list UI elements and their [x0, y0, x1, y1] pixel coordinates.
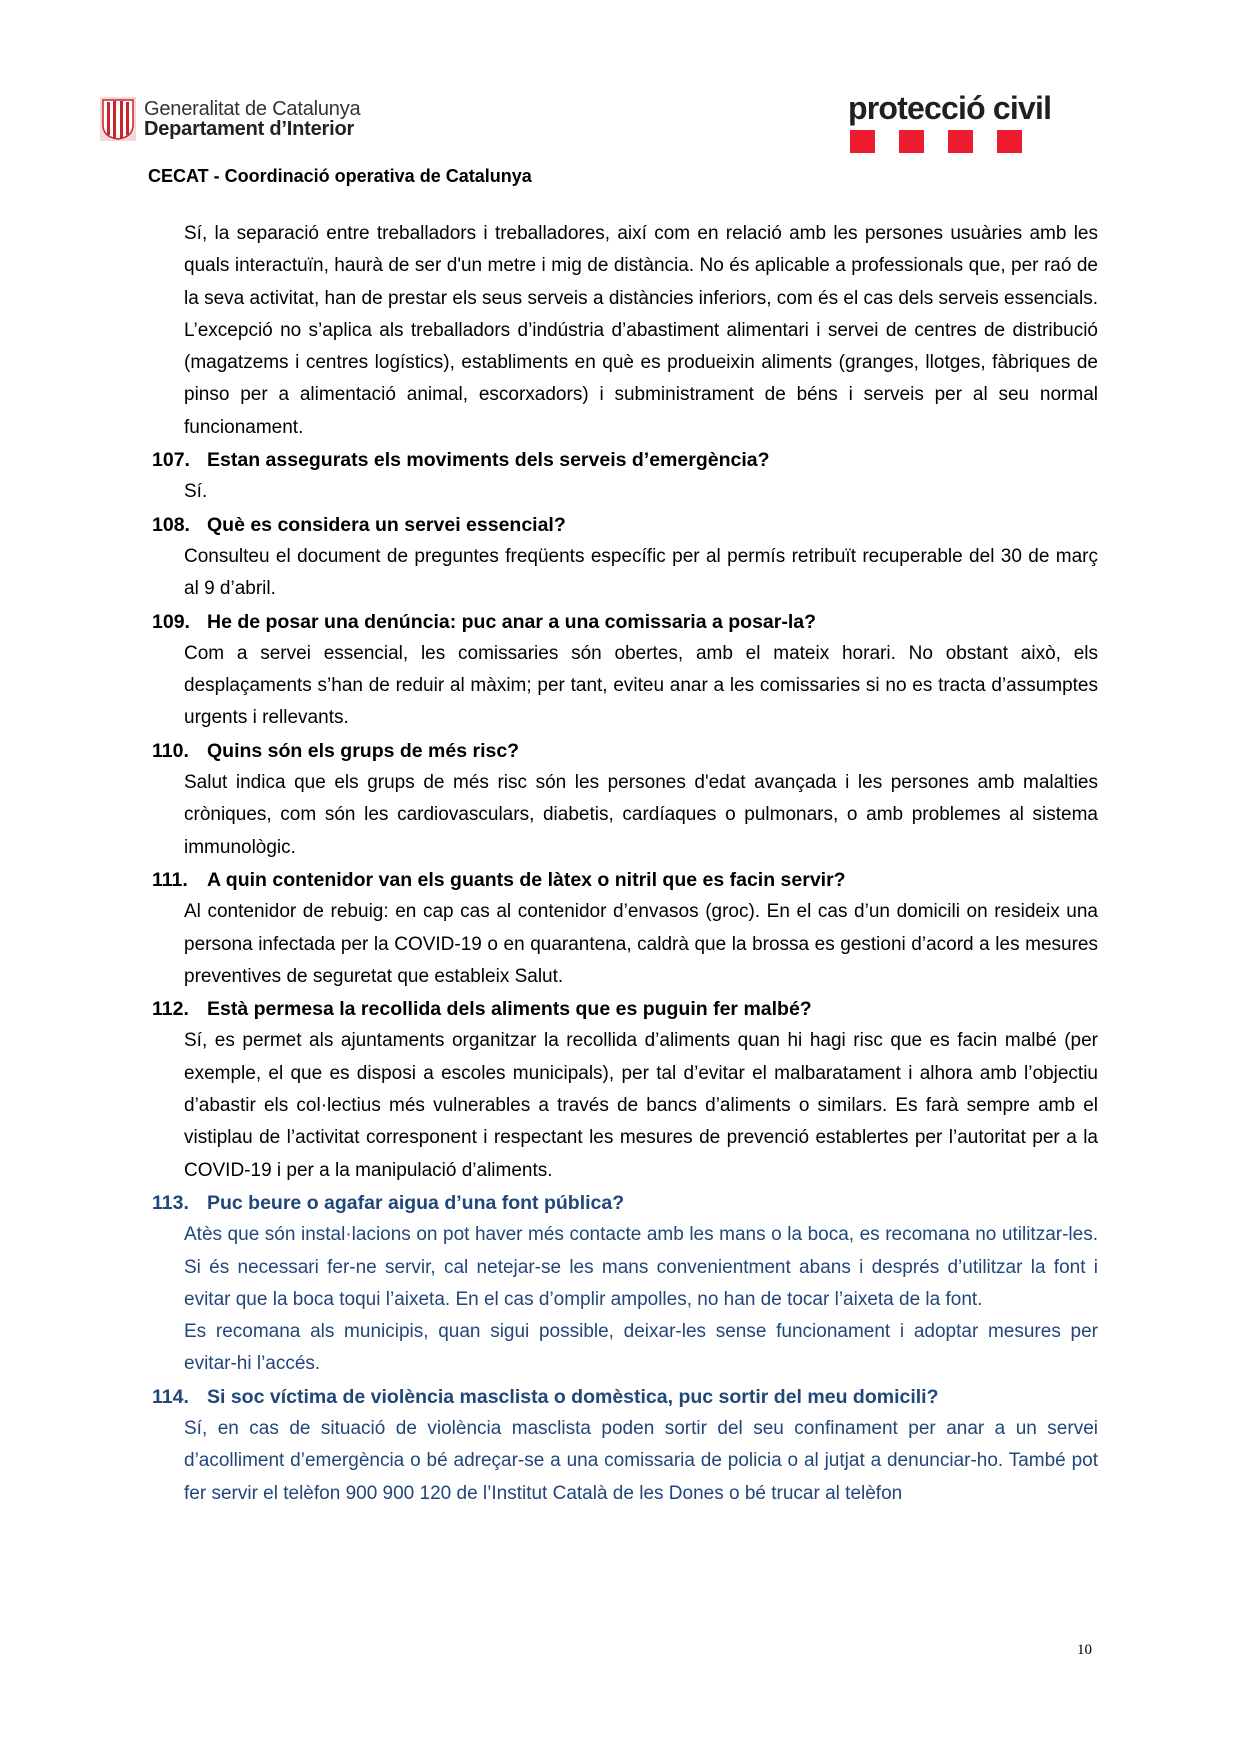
question-text: Quins són els grups de més risc? — [207, 739, 520, 762]
question-number: 114. — [152, 1385, 189, 1408]
question-number: 110. — [152, 739, 189, 762]
question-text: Estan assegurats els moviments dels serveis d’emergència? — [207, 449, 770, 472]
faq-question — [152, 509, 1098, 541]
question-number: 108. — [152, 513, 190, 536]
faq-answer: Al contenidor de rebuig: en cap cas al contenidor d’envasos (groc). En el cas d’un domicili on resideix una persona infectada per la COVID-19 o en quarantena, caldrà que la brossa es gestioni d’acord a les mesures preventives de seguretat que estableix Salut. — [184, 901, 1098, 987]
faq-answer: Es recomana als municipis, quan sigui possible, deixar-les sense funcionament i adoptar mesures per evitar-hi l’accés. — [184, 1321, 1098, 1375]
faq-item — [152, 1381, 1098, 1510]
faq-question — [152, 735, 1098, 767]
faq-answer: Salut indica que els grups de més risc són les persones d'edat avançada i les persones amb malalties cròniques, com són les cardiovasculars, diabetis, cardíaques o pulmonars, o amb problemes al sistema immunològic. — [184, 772, 1098, 858]
org-name: Generalitat de Catalunya — [144, 98, 361, 120]
question-text: He de posar una denúncia: puc anar a una comissaria a posar-la? — [207, 610, 817, 633]
faq-item — [152, 864, 1098, 993]
faq-answer: Sí. — [184, 481, 208, 503]
faq-question — [152, 1187, 1098, 1219]
question-text: Puc beure o agafar aigua d’una font pública? — [207, 1191, 625, 1214]
question-number: 107. — [152, 449, 190, 472]
faq-answer: Consulteu el document de preguntes freqüents específic per al permís retribuït recuperable del 30 de març al 9 d’abril. — [184, 545, 1098, 600]
page-number: 10 — [1077, 1642, 1092, 1658]
faq-question — [152, 606, 1098, 638]
department-name: Departament d’Interior — [144, 118, 355, 140]
faq-answer: Sí, es permet als ajuntaments organitzar la recollida d’aliments quan hi hagi risc que es facin malbé (per exemple, el que es disposi a escoles municipals), per tal d’evitar el malbaratament i alhora amb l’objectiu d’abastir els col·lectius més vulnerables a través de bancs d’aliments o similars. Es farà sempre amb el vistiplau de l’activitat corresponent i respectant les mesures de prevenció establertes per l’autoritat per a la COVID-19 i per a la manipulació d’aliments. — [184, 1030, 1098, 1181]
question-number: 109. — [152, 610, 190, 633]
faq-item — [152, 444, 1098, 509]
faq-item — [152, 606, 1098, 735]
question-text: A quin contenidor van els guants de làtex o nitril que es facin servir? — [207, 868, 846, 891]
brand-squares-icon — [850, 130, 1051, 153]
question-text: Què es considera un servei essencial? — [207, 513, 566, 536]
question-number: 113. — [152, 1191, 189, 1214]
faq-item — [152, 993, 1098, 1187]
question-number: 112. — [152, 998, 189, 1021]
question-text: Està permesa la recollida dels aliments que es puguin fer malbé? — [207, 998, 812, 1021]
faq-item — [152, 1187, 1098, 1381]
faq-list — [152, 444, 1098, 1510]
faq-answer: Com a servei essencial, les comissaries són obertes, amb el mateix horari. No obstant això, els desplaçaments s’han de reduir al màxim; per tant, eviteu anar a les comissaries si no es tracta d’assumptes urgents i rellevants. — [184, 642, 1098, 729]
faq-question — [152, 993, 1098, 1025]
catalan-shield-icon — [100, 97, 136, 141]
faq-question — [152, 864, 1098, 896]
question-number: 111. — [152, 868, 188, 891]
faq-item — [152, 735, 1098, 864]
question-text: Si soc víctima de violència masclista o domèstica, puc sortir del meu domicili? — [207, 1385, 939, 1408]
proteccio-civil-logo — [848, 92, 1051, 153]
faq-question — [152, 1381, 1098, 1413]
intro-paragraph: Sí, la separació entre treballadors i treballadores, així com en relació amb les persones usuàries amb les quals interactuïn, haurà de ser d'un metre i mig de distància. No és aplicable a professionals que, per raó de la seva activitat, han de prestar els seus serveis a distàncies inferiors, com és el cas dels serveis essencials. L’excepció no s’aplica als treballadors d’indústria d’abastiment alimentari i servei de centres de distribució (magatzems i centres logístics), establiments en què es produeixin aliments (granges, llotges, fàbriques de pinso per a alimentació animal, escorxadors) i subministrament de béns i serveis per al seu normal funcionament. — [184, 223, 1098, 438]
faq-content — [152, 218, 1098, 1510]
faq-answer: Atès que són instal·lacions on pot haver més contacte amb les mans o la boca, es recomana no utilitzar-les. Si és necessari fer-ne servir, cal netejar-se les mans convenientment abans i després d’utilitzar la font i evitar que la boca toqui l’aixeta. En el cas d’omplir ampolles, no han de tocar l’aixeta de la font. — [184, 1224, 1098, 1310]
faq-item — [152, 509, 1098, 606]
brand-title: protecció civil — [848, 90, 1052, 126]
faq-question — [152, 444, 1098, 476]
faq-answer: Sí, en cas de situació de violència masclista poden sortir del seu confinament per anar a un servei d’acolliment d’emergència o bé adreçar-se a una comissaria de policia o al jutjat a denunciar-ho. També pot fer servir el telèfon 900 900 120 de l’Institut Català de les Dones o bé trucar al telèfon — [184, 1417, 1098, 1504]
generalitat-logo — [100, 97, 360, 141]
document-subtitle: CECAT - Coordinació operativa de Catalunya — [148, 166, 532, 186]
